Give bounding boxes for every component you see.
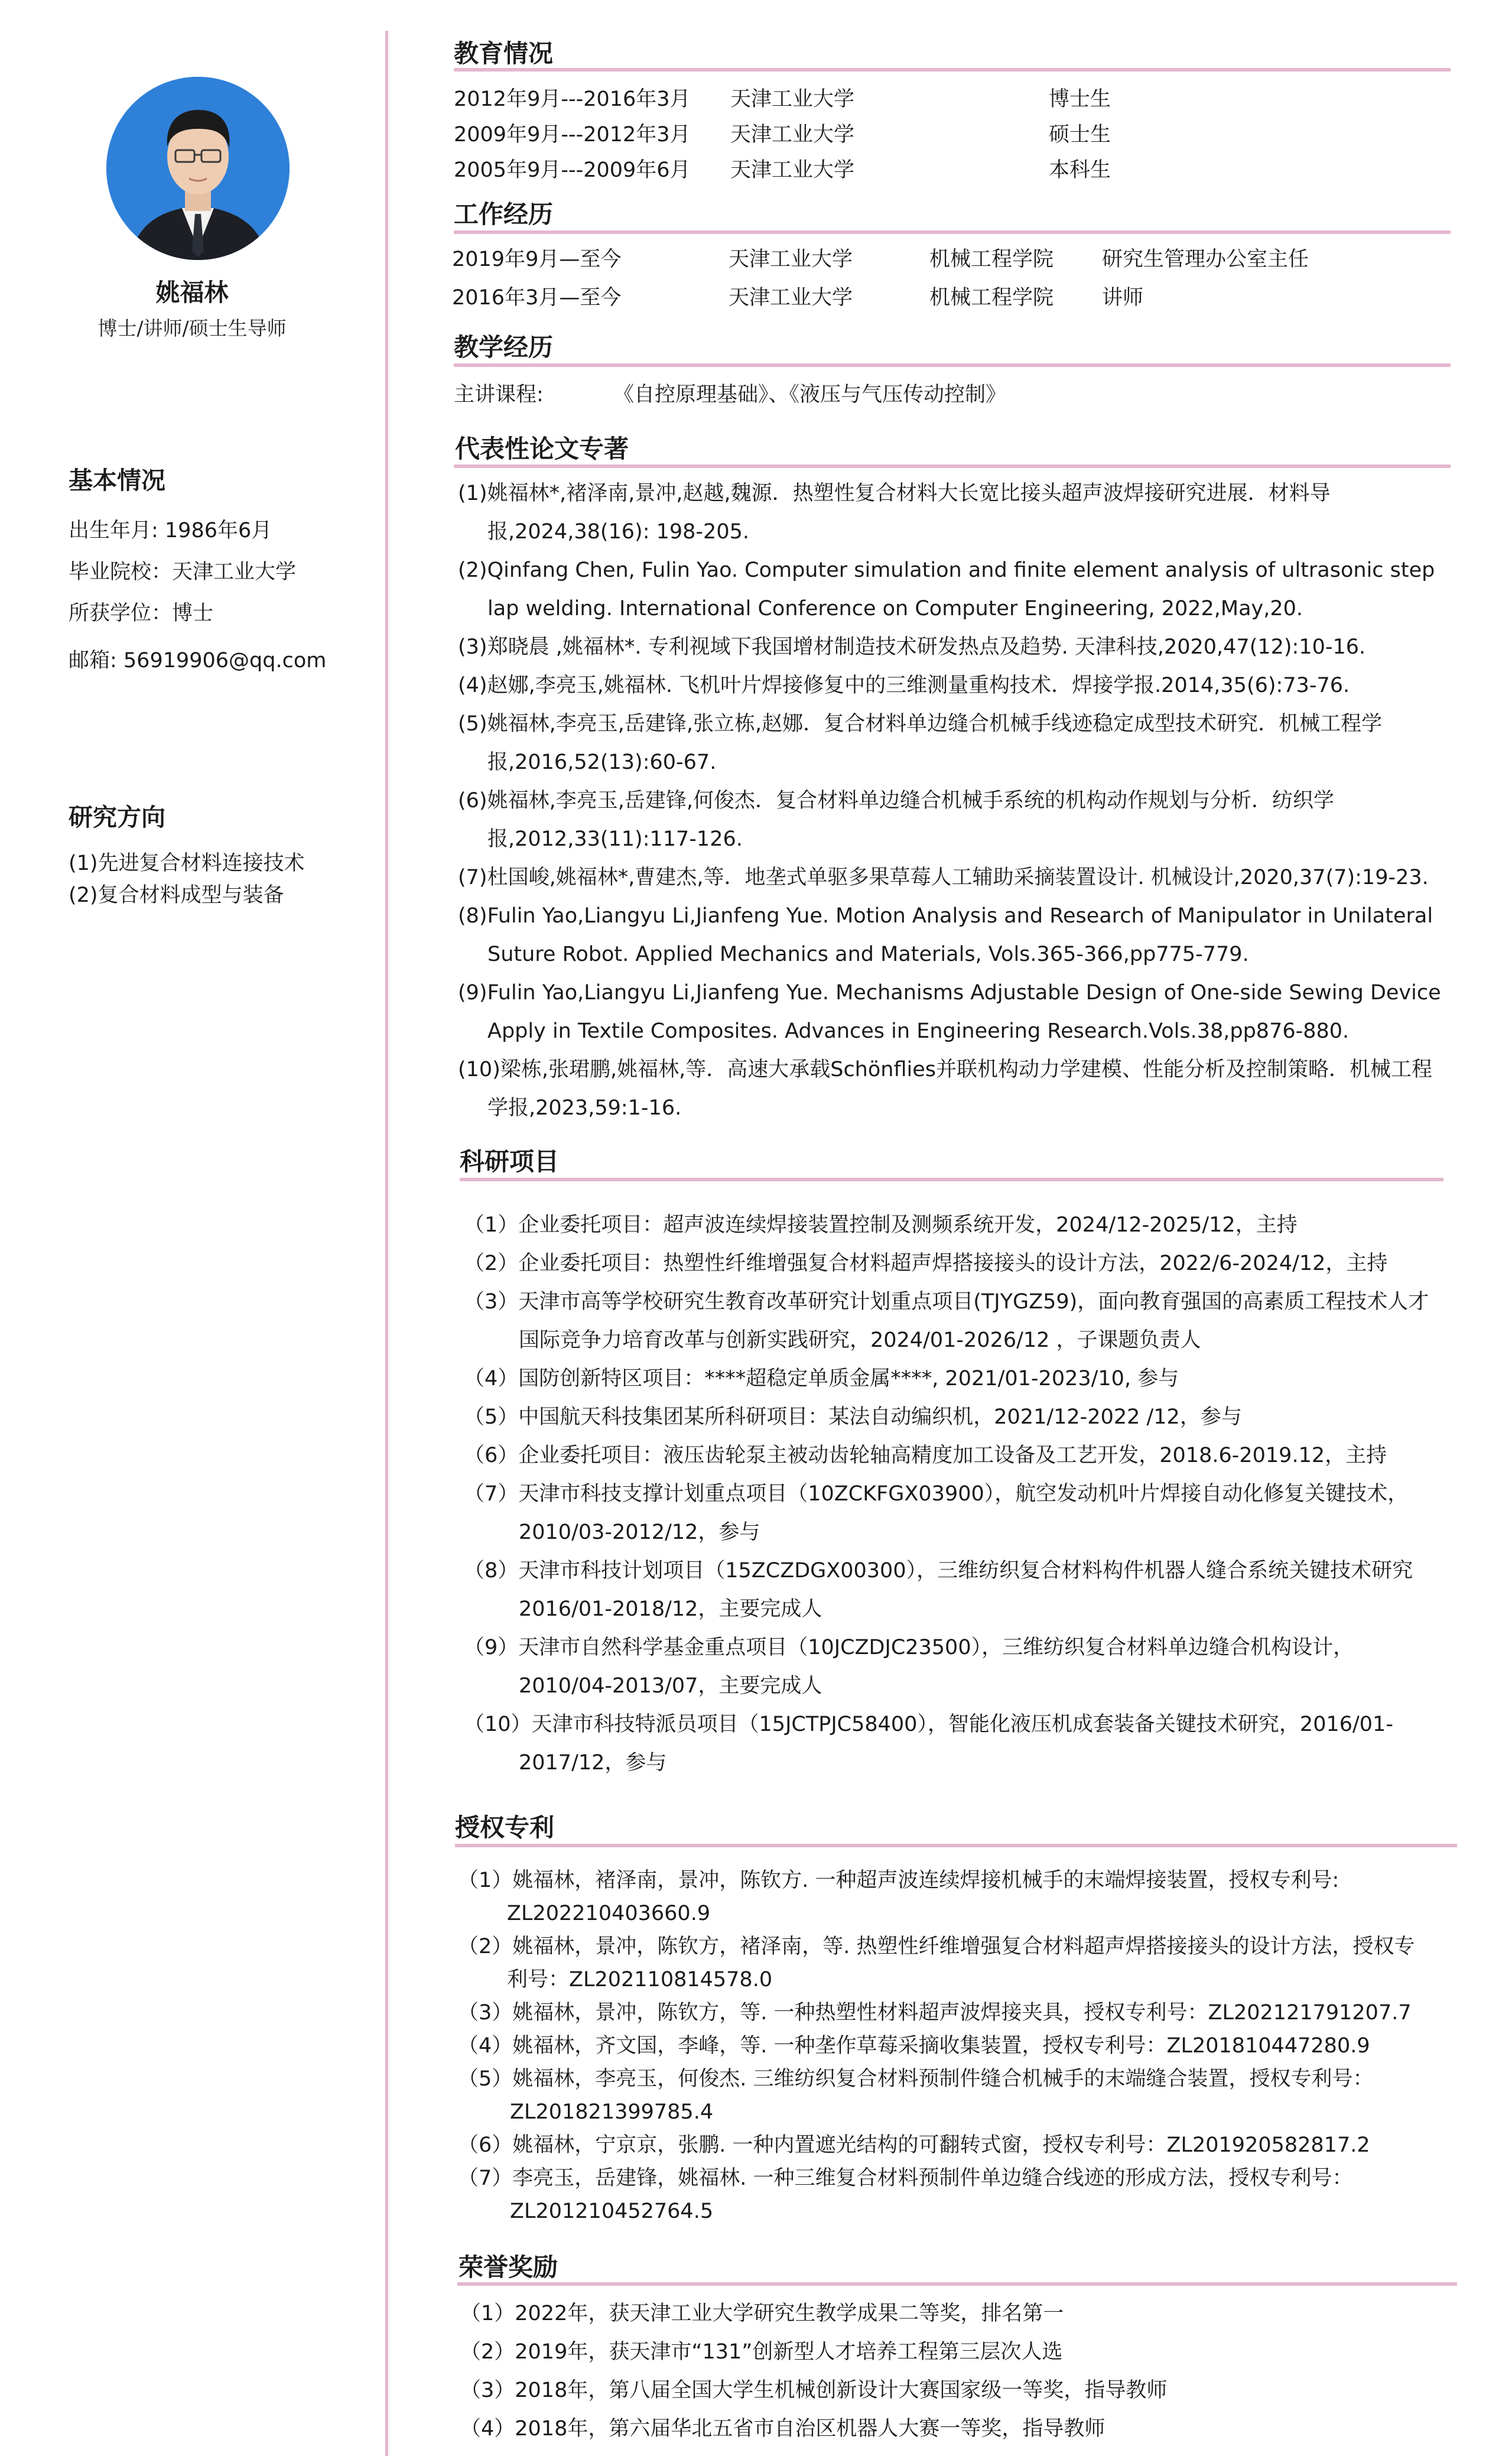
list-item: （3）2018年，第八届全国大学生机械创新设计大赛国家级一等奖，指导教师 bbox=[460, 2379, 1168, 2402]
list-item: (5)姚福林,李亮玉,岳建锋,张立栋,赵娜．复合材料单边缝合机械手线迹稳定成型技术研究．机械工程学 bbox=[458, 712, 1383, 736]
list-item-cont: ZL201821399785.4 bbox=[510, 2100, 714, 2124]
list-item-cont: 报,2012,33(11):117-126. bbox=[487, 827, 743, 851]
work-heading: 工作经历 bbox=[454, 200, 554, 229]
list-item: （6）姚福林，宁京京，张鹏. 一种内置遮光结构的可翻转式窗，授权专利号：ZL201920582817.2 bbox=[458, 2133, 1370, 2157]
list-item: (1)姚福林*,褚泽南,景冲,赵越,魏源．热塑性复合材料大长宽比接头超声波焊接研究进展．材料导 bbox=[458, 482, 1331, 505]
courses-value: 《自控原理基础》、《液压与气压传动控制》 bbox=[613, 383, 1007, 407]
list-item: (2)Qinfang Chen, Fulin Yao. Computer simulation and finite element analysis of ultrasonic step bbox=[458, 558, 1435, 582]
list-item: （1）姚福林，褚泽南，景冲，陈钦方. 一种超声波连续焊接机械手的末端焊接装置，授权专利号: bbox=[458, 1869, 1339, 1892]
papers-heading: 代表性论文专著 bbox=[455, 434, 629, 463]
basic-info-heading: 基本情况 bbox=[69, 466, 165, 495]
list-item-cont: 2016/01-2018/12，主要完成人 bbox=[519, 1597, 822, 1621]
section-divider bbox=[457, 2282, 1457, 2286]
education-heading: 教育情况 bbox=[454, 39, 554, 68]
list-item-cont: ZL202210403660.9 bbox=[507, 1902, 711, 1925]
list-item: (7)杜国峻,姚福林*,曹建杰,等．地垄式单驱多果草莓人工辅助采摘装置设计. 机械设计,2020,37(7):19-23. bbox=[458, 866, 1429, 889]
profile-name: 姚福林 bbox=[155, 278, 229, 307]
list-item: （4）2018年，第六届华北五省市自治区机器人大赛一等奖，指导教师 bbox=[460, 2417, 1105, 2441]
email: 邮箱: 56919906@qq.com bbox=[69, 649, 327, 673]
list-item: （1）2022年，获天津工业大学研究生教学成果二等奖，排名第一 bbox=[460, 2302, 1064, 2325]
list-item: （1）企业委托项目：超声波连续焊接装置控制及测频系统开发，2024/12-2025/12，主持 bbox=[464, 1213, 1298, 1237]
list-item: （4）姚福林，齐文国，李峰，等. 一种垄作草莓采摘收集装置，授权专利号：ZL201810447280.9 bbox=[458, 2034, 1370, 2058]
list-item-cont: lap welding. International Conference on Computer Engineering, 2022,May,20. bbox=[487, 597, 1303, 621]
birth-date: 出生年月: 1986年6月 bbox=[69, 519, 272, 542]
portrait-photo bbox=[106, 77, 290, 260]
research-heading: 研究方向 bbox=[69, 803, 165, 831]
section-divider bbox=[454, 464, 1451, 468]
list-item: （7）李亮玉，岳建锋，姚福林. 一种三维复合材料预制件单边缝合线迹的形成方法，授权专利号： bbox=[458, 2166, 1353, 2190]
section-divider bbox=[454, 68, 1451, 72]
list-item: （5）姚福林，李亮玉，何俊杰. 三维纺织复合材料预制件缝合机械手的末端缝合装置，授权专利号： bbox=[458, 2067, 1374, 2091]
list-item: (3)郑晓晨 ,姚福林*. 专利视域下我国增材制造技术研发热点及趋势. 天津科技,2020,47(12):10-16. bbox=[458, 635, 1366, 659]
research-item: (1)先进复合材料连接技术 bbox=[69, 852, 305, 875]
list-item: （3）天津市高等学校研究生教育改革研究计划重点项目(TJYGZ59)，面向教育强国的高素质工程技术人才 bbox=[464, 1290, 1429, 1314]
sidebar bbox=[0, 0, 384, 2456]
list-item: （6）企业委托项目：液压齿轮泵主被动齿轮轴高精度加工设备及工艺开发，2018.6-2019.12，主持 bbox=[464, 1444, 1387, 1467]
list-item: （3）姚福林，景冲，陈钦方，等. 一种热塑性材料超声波焊接夹具，授权专利号：ZL202121791207.7 bbox=[458, 2001, 1412, 2025]
list-item-cont: 报,2024,38(16): 198-205. bbox=[487, 520, 749, 544]
list-item-cont: Suture Robot. Applied Mechanics and Materials, Vols.365-366,pp775-779. bbox=[487, 943, 1249, 966]
awards-heading: 荣誉奖励 bbox=[459, 2253, 558, 2282]
list-item: (8)Fulin Yao,Liangyu Li,Jianfeng Yue. Motion Analysis and Research of Manipulator in Unilateral bbox=[458, 904, 1433, 928]
section-divider bbox=[454, 230, 1451, 234]
list-item-cont: 2010/04-2013/07，主要完成人 bbox=[519, 1674, 822, 1698]
list-item: (6)姚福林,李亮玉,岳建锋,何俊杰．复合材料单边缝合机械手系统的机构动作规划与分析．纺织学 bbox=[458, 789, 1334, 813]
list-item-cont: 报,2016,52(13):60-67. bbox=[487, 751, 717, 774]
list-item-cont: 2010/03-2012/12，参与 bbox=[519, 1521, 760, 1544]
avatar bbox=[106, 77, 290, 260]
list-item-cont: Apply in Textile Composites. Advances in Engineering Research.Vols.38,pp876-880. bbox=[487, 1019, 1350, 1043]
list-item-cont: 国际竞争力培育改革与创新实践研究，2024/01-2026/12 ，子课题负责人 bbox=[519, 1328, 1201, 1352]
list-item-cont: 学报,2023,59:1-16. bbox=[487, 1096, 682, 1120]
list-item: （2）企业委托项目：热塑性纤维增强复合材料超声焊搭接接头的设计方法，2022/6-2024/12，主持 bbox=[464, 1252, 1388, 1275]
list-item: （4）国防创新特区项目：****超稳定单质金属****, 2021/01-2023/10, 参与 bbox=[464, 1367, 1179, 1391]
list-item: (10)梁栋,张珺鹏,姚福林,等．高速大承载Schönflies并联机构动力学建模、性能分析及控制策略．机械工程 bbox=[458, 1058, 1433, 1081]
list-item-cont: 利号：ZL202110814578.0 bbox=[507, 1968, 773, 1992]
graduate-school: 毕业院校：天津工业大学 bbox=[69, 560, 297, 584]
list-item: （5）中国航天科技集团某所科研项目：某法自动编织机，2021/12-2022 /12，参与 bbox=[464, 1405, 1242, 1429]
teaching-heading: 教学经历 bbox=[454, 333, 554, 362]
section-divider bbox=[455, 1844, 1457, 1847]
degree: 所获学位：博士 bbox=[69, 602, 214, 625]
section-divider bbox=[460, 1178, 1443, 1181]
list-item: （9）天津市自然科学基金重点项目（10JCZDJC23500），三维纺织复合材料单边缝合机构设计， bbox=[464, 1636, 1354, 1659]
research-item: (2)复合材料成型与装备 bbox=[69, 883, 284, 907]
list-item: (9)Fulin Yao,Liangyu Li,Jianfeng Yue. Mechanisms Adjustable Design of One-side Sewing Device bbox=[458, 981, 1441, 1005]
list-item: （10）天津市科技特派员项目（15JCTPJC58400），智能化液压机成套装备关键技术研究，2016/01- bbox=[464, 1713, 1393, 1736]
profile-title: 博士/讲师/硕士生导师 bbox=[97, 317, 287, 340]
list-item: （2）姚福林，景冲，陈钦方，褚泽南，等. 热塑性纤维增强复合材料超声焊搭接接头的设计方法，授权专 bbox=[458, 1935, 1415, 1958]
column-divider bbox=[385, 31, 388, 2456]
list-item: （8）天津市科技计划项目（15ZCZDGX00300），三维纺织复合材料构件机器人缝合系统关键技术研究 bbox=[464, 1559, 1413, 1583]
courses-label: 主讲课程: bbox=[454, 383, 544, 407]
projects-heading: 科研项目 bbox=[460, 1147, 560, 1176]
list-item-cont: 2017/12，参与 bbox=[519, 1751, 667, 1775]
list-item-cont: ZL201210452764.5 bbox=[510, 2200, 714, 2223]
list-item: （2）2019年，获天津市“131”创新型人才培养工程第三层次人选 bbox=[460, 2340, 1063, 2364]
patents-heading: 授权专利 bbox=[455, 1813, 555, 1842]
list-item: (4)赵娜,李亮玉,姚福林. 飞机叶片焊接修复中的三维测量重构技术．焊接学报.2014,35(6):73-76. bbox=[458, 674, 1350, 697]
list-item: （7）天津市科技支撑计划重点项目（10ZCKFGX03900），航空发动机叶片焊接自动化修复关键技术， bbox=[464, 1482, 1409, 1506]
section-divider bbox=[454, 363, 1451, 367]
